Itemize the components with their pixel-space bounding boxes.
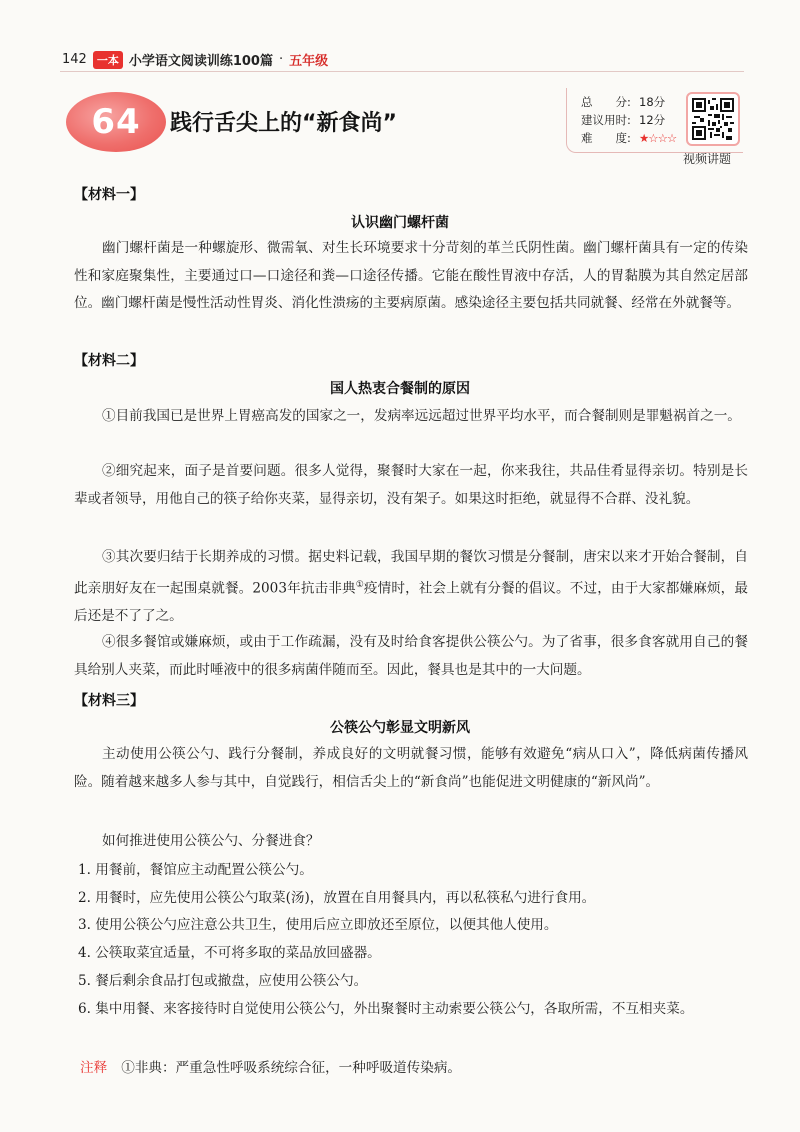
lesson-number-badge xyxy=(66,92,166,152)
material-2-paragraph-4: ④很多餐馆或嫌麻烦，或由于工作疏漏，没有及时给食客提供公筷公勺。为了省事，很多食客就用自己的餐具给别人夹菜，而此时唾液中的很多病菌伴随而至。因此，餐具也是其中的一大问题。 xyxy=(74,634,748,678)
suggested-time-row xyxy=(581,112,665,128)
footnote-ref: ① xyxy=(355,579,364,590)
difficulty-stars: ★☆☆☆ xyxy=(639,131,677,145)
material-1-text: 幽门螺杆菌是一种螺旋形、微需氧、对生长环境要求十分苛刻的革兰氏阴性菌。幽门螺杆菌具有一定的传染性和家庭聚集性，主要通过口—口途径和粪—口途径传播。它能在酸性胃液中存活，人的胃黏膜为其自然定居部位。幽门螺杆菌是慢性活动性胃炎、消化性溃疡的主要病原菌。感染途径主要包括共同就餐、经常在外就餐等。 xyxy=(74,240,748,311)
suggested-time-value: 12分 xyxy=(639,113,666,127)
lesson-title: 践行舌尖上的“新食尚” xyxy=(170,111,397,136)
footnote xyxy=(80,1056,461,1076)
lesson-number: 64 xyxy=(91,102,141,142)
total-score-label: 总 分: xyxy=(581,95,631,109)
material-1-label: 【材料一】 xyxy=(74,187,144,203)
footnote-text: ①非典：严重急性呼吸系统综合征，一种呼吸道传染病。 xyxy=(121,1060,462,1076)
paragraph-3-text-a: ③其次要归结于长期养成的习惯。据史料记载，我国早期的餐饮习惯是分餐制，唐宋以来才开始合餐制，自此亲朋好友在一起围桌就餐。2003年抗击非典 xyxy=(74,549,748,597)
list-item: 3. 使用公筷公勺应注意公共卫生，使用后应立即放还至原位，以便其他人使用。 xyxy=(78,917,558,933)
total-score-value: 18分 xyxy=(639,95,666,109)
material-2-title: 国人热衷合餐制的原因 xyxy=(330,381,470,397)
grade-label: 五年级 xyxy=(289,54,329,69)
material-2-paragraph-2: ②细究起来，面子是首要问题。很多人觉得，聚餐时大家在一起，你来我往，共品佳肴显得亲切。特别是长辈或者领导，用他自己的筷子给你夹菜，显得亲切，没有架子。如果这时拒绝，就显得不合群、没礼貌。 xyxy=(74,463,748,507)
list-item: 6. 集中用餐、来客接待时自觉使用公筷公勺，外出聚餐时主动索要公筷公勺，各取所需，不互相夹菜。 xyxy=(78,1001,694,1017)
material-1-title: 认识幽门螺杆菌 xyxy=(351,215,449,231)
page-number: 142 xyxy=(62,52,87,67)
list-item: 1. 用餐前，餐馆应主动配置公筷公勺。 xyxy=(78,862,313,878)
suggested-time-label: 建议用时: xyxy=(581,113,631,127)
material-3-intro: 主动使用公筷公勺、践行分餐制，养成良好的文明就餐习惯，能够有效避免“病从口入”，降低病菌传播风险。随着越来越多人参与其中，自觉践行，相信舌尖上的“新食尚”也能促进文明健康的“新风尚”。 xyxy=(74,746,748,790)
running-header xyxy=(62,50,328,69)
material-2-paragraph-3 xyxy=(74,544,748,630)
qr-code-icon xyxy=(692,98,734,140)
list-item: 2. 用餐时，应先使用公筷公勺取菜(汤)，放置在自用餐具内，再以私筷私勺进行食用。 xyxy=(78,890,596,906)
header-divider xyxy=(60,71,744,72)
material-3-label: 【材料三】 xyxy=(74,693,144,709)
qr-code[interactable] xyxy=(686,92,740,146)
header-dot: · xyxy=(278,52,284,67)
paragraph-3-text-b: 疫情时，社会上就有分餐的倡议。不过，由于大家都嫌麻烦，最后还是不了了之。 xyxy=(74,580,749,624)
difficulty-row xyxy=(581,130,676,146)
list-item: 5. 餐后剩余食品打包或撤盘，应使用公筷公勺。 xyxy=(78,973,368,989)
material-3-title: 公筷公勺彰显文明新风 xyxy=(330,720,470,736)
material-2-label: 【材料二】 xyxy=(74,353,144,369)
book-title: 小学语文阅读训练100篇 xyxy=(128,54,273,69)
footnote-label: 注释 xyxy=(80,1060,108,1076)
list-item: 4. 公筷取菜宜适量，不可将多取的菜品放回盛器。 xyxy=(78,945,381,961)
material-3-question: 如何推进使用公筷公勺、分餐进食？ xyxy=(102,833,320,849)
video-explanation-caption: 视频讲题 xyxy=(683,152,732,166)
difficulty-label: 难 度: xyxy=(581,131,631,145)
brand-logo: 一本 xyxy=(93,51,123,69)
total-score-row xyxy=(581,94,665,110)
material-2-paragraph-1: ①目前我国已是世界上胃癌高发的国家之一，发病率远远超过世界平均水平，而合餐制则是罪魁祸首之一。 xyxy=(102,408,741,424)
